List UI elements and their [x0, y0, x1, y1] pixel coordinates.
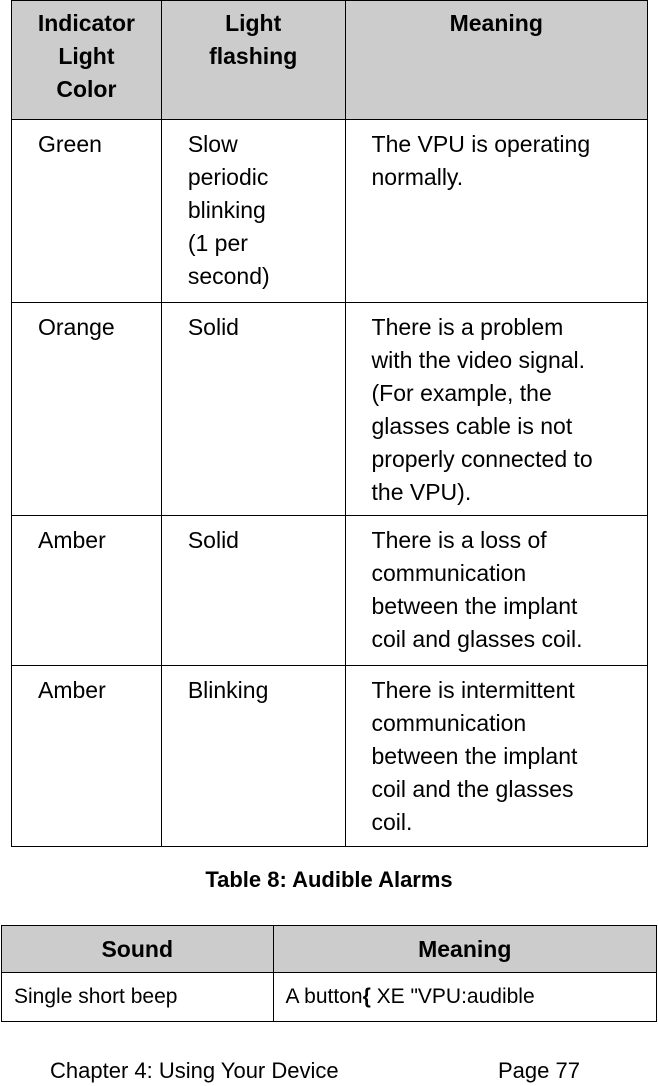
footer-chapter: Chapter 4: Using Your Device — [50, 1058, 339, 1083]
cell-flashing: Slow periodic blinking (1 per second) — [161, 120, 345, 303]
cell-meaning: There is intermittent communication between the implant coil and the glasses coil. — [345, 666, 647, 847]
cell-meaning — [273, 973, 657, 1022]
table-row — [12, 666, 648, 847]
header-indicator-light-color: Indicator Light Color — [12, 1, 162, 120]
cell-color: Green — [12, 120, 162, 303]
audible-alarms-table — [1, 925, 657, 1022]
cell-color: Amber — [12, 516, 162, 666]
indicator-light-table — [11, 0, 648, 847]
cell-meaning: There is a problem with the video signal. (For example, the glasses cable is not properly connected to the VPU). — [345, 303, 647, 516]
meaning-brace: { — [362, 985, 371, 1008]
meaning-prefix: A button — [285, 985, 363, 1008]
table-row — [2, 973, 657, 1022]
cell-color: Amber — [12, 666, 162, 847]
header-sound: Sound — [2, 926, 274, 973]
table-row — [12, 303, 648, 516]
header-meaning: Meaning — [273, 926, 657, 973]
cell-meaning: There is a loss of communication between the implant coil and glasses coil. — [345, 516, 647, 666]
table-row — [12, 120, 648, 303]
cell-flashing: Blinking — [161, 666, 345, 847]
cell-flashing: Solid — [161, 303, 345, 516]
cell-meaning: The VPU is operating normally. — [345, 120, 647, 303]
header-light-flashing: Light flashing — [161, 1, 345, 120]
cell-color: Orange — [12, 303, 162, 516]
footer-page-number: Page 77 — [498, 1058, 580, 1083]
indicator-table-header-row — [12, 1, 648, 120]
cell-flashing: Solid — [161, 516, 345, 666]
meaning-rest: XE "VPU:audible — [370, 985, 535, 1008]
header-meaning: Meaning — [345, 1, 647, 120]
table-row — [12, 516, 648, 666]
cell-sound: Single short beep — [2, 973, 274, 1022]
table-caption: Table 8: Audible Alarms — [205, 867, 453, 892]
alarms-table-header-row — [2, 926, 657, 973]
